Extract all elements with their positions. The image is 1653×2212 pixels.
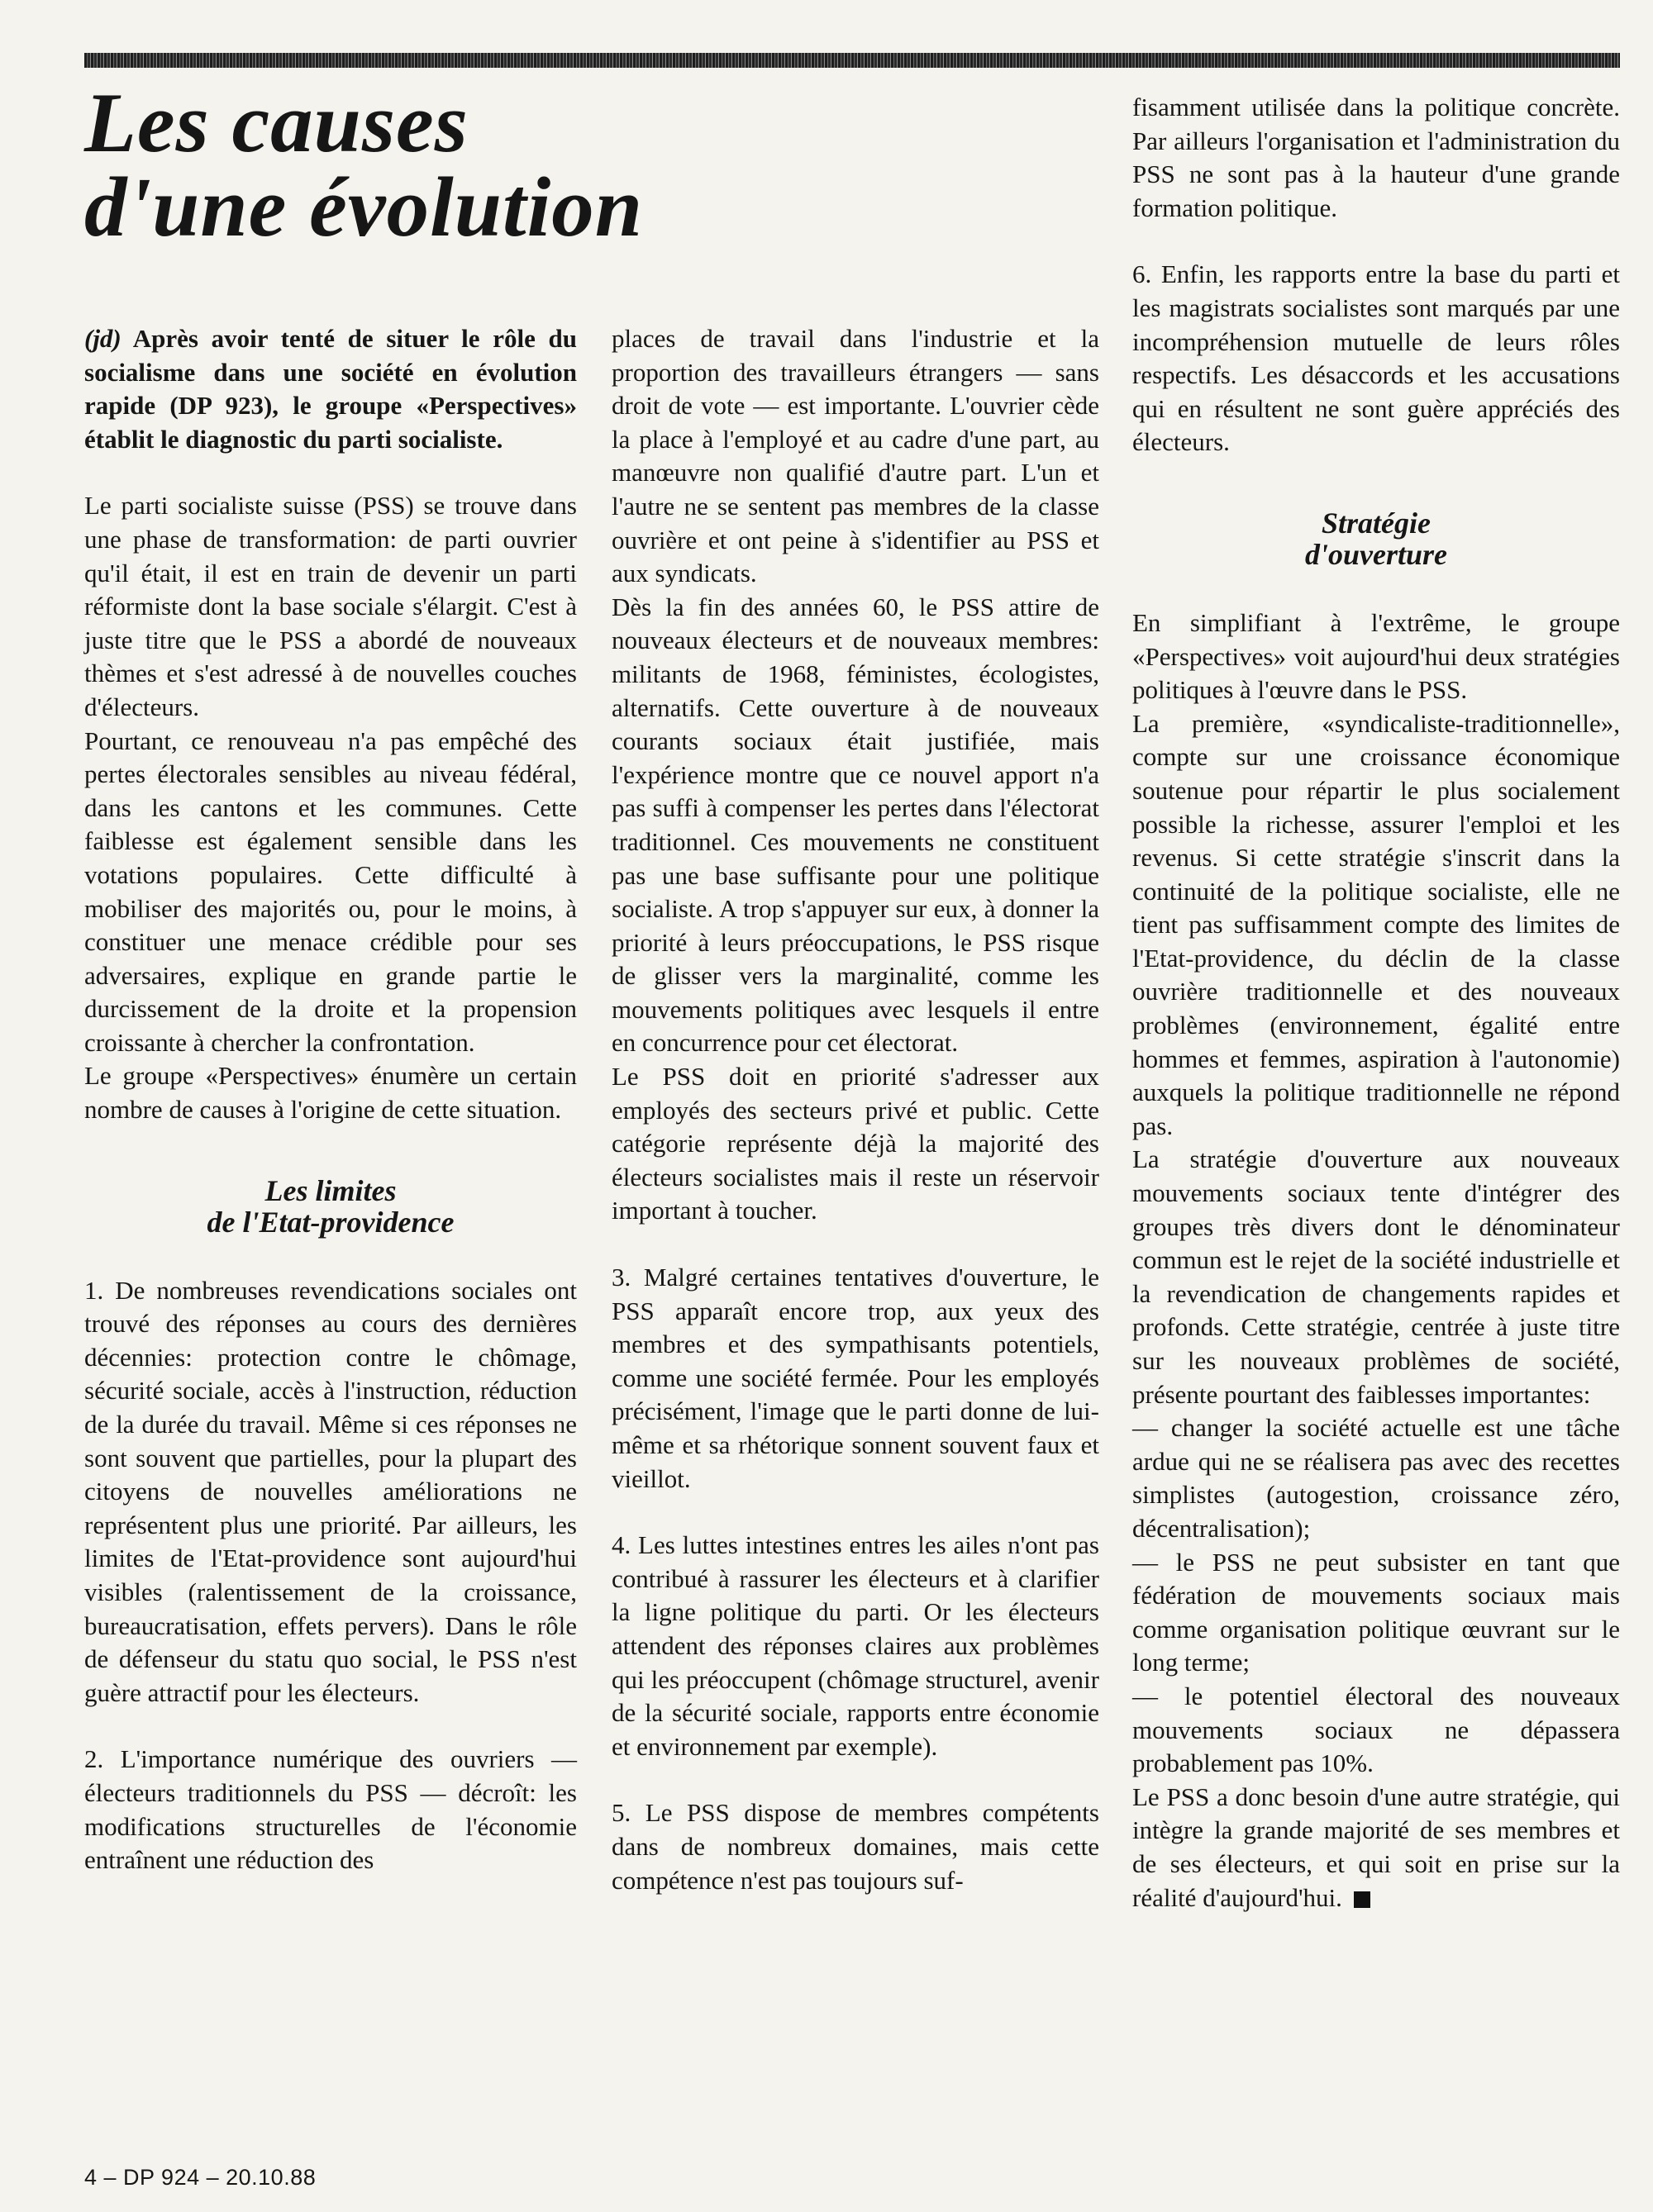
dash-item: — changer la société actuelle est une tâche ardue qui ne se réalisera pas avec des recettes simplistes (autogestion, croissance zéro, décentralisation); xyxy=(1132,1413,1620,1543)
body-paragraph: Le PSS doit en priorité s'adresser aux employés des secteurs privé et public. Cette catégorie représente déjà la majorité des électeurs socialistes mais il reste un réservoir important à toucher. xyxy=(612,1062,1099,1225)
lead-paragraph xyxy=(84,322,577,456)
dash-item: — le potentiel électoral des nouveaux mouvements sociaux ne dépassera probablement pas 10%. xyxy=(1132,1681,1620,1778)
column-2 xyxy=(612,322,1099,1897)
headline-line-2: d'une évolution xyxy=(84,160,644,254)
subheading-line: Les limites xyxy=(264,1173,397,1207)
list-item-6: 6. Enfin, les rapports entre la base du parti et les magistrats socialistes sont marqués par une incompréhension mutuelle de leurs rôles respectifs. Les désaccords et les accusations qui en résultent ne sont guère appréciés des électeurs. xyxy=(1132,259,1620,457)
closing-text: Le PSS a donc besoin d'une autre stratégie, qui intègre la grande majorité de ses membres et de ses électeurs, et qui soit en prise sur la réalité d'aujourd'hui. xyxy=(1132,1781,1620,1912)
body-paragraph: Le groupe «Perspectives» énumère un certain nombre de causes à l'origine de cette situation. xyxy=(84,1061,577,1125)
list-item-2: 2. L'importance numérique des ouvriers — électeurs traditionnels du PSS — décroît: les modifications structurelles de l'économie entraînent une réduction des xyxy=(84,1744,577,1875)
column-1 xyxy=(84,322,577,1877)
list-item-5-continued: fisamment utilisée dans la politique concrète. Par ailleurs l'organisation et l'administration du PSS ne sont pas à la hauteur d'une grande formation politique. xyxy=(1132,93,1620,222)
list-item-1: 1. De nombreuses revendications sociales ont trouvé des réponses au cours des dernières décennies: protection contre le chômage, sécurité sociale, accès à l'instruction, réduction de la durée du travail. Même si ces réponses ne sont souvent que partielles, pour la plupart des citoyens de nouvelles améliorations ne représentent plus une priorité. Par ailleurs, les limites de l'Etat-providence sont aujourd'hui visibles (ralentissement de la croissance, bureaucratisation, effets pervers). Dans le rôle de défenseur du statu quo social, le PSS n'est guère attractif pour les électeurs. xyxy=(84,1275,577,1707)
list-item-5: 5. Le PSS dispose de membres compétents dans de nombreux domaines, mais cette compétence n'est pas toujours suf- xyxy=(612,1798,1099,1895)
subheading-line: d'ouverture xyxy=(1304,537,1447,571)
body-paragraph: La stratégie d'ouverture aux nouveaux mouvements sociaux tente d'intégrer des groupes très divers dont le dénominateur commun est le rejet de la société industrielle et la revendication de changements rapides et profonds. Cette stratégie, centrée à juste titre sur les nouveaux problèmes de société, présente pourtant des faiblesses importantes: xyxy=(1132,1144,1620,1409)
author-initials: (jd) xyxy=(84,324,121,353)
subheading-limites xyxy=(84,1175,577,1238)
body-paragraph: En simplifiant à l'extrême, le groupe «Perspectives» voit aujourd'hui deux stratégies politiques à l'œuvre dans le PSS. xyxy=(1132,607,1620,705)
lead-text: Après avoir tenté de situer le rôle du socialisme dans une société en évolution rapide (DP 923), le groupe «Perspectives» établit le diagnostic du parti socialiste. xyxy=(84,324,577,454)
page-footer: 4 – DP 924 – 20.10.88 xyxy=(84,2165,317,2190)
subheading-line: Stratégie xyxy=(1322,506,1431,540)
top-rule xyxy=(84,53,1620,68)
list-item-3: 3. Malgré certaines tentatives d'ouverture, le PSS apparaît encore trop, aux yeux des membres et des sympathisants potentiels, comme une société fermée. Pour les employés précisément, l'image que le parti donne de lui-même et sa rhétorique sonnent souvent faux et vieillot. xyxy=(612,1263,1099,1493)
column-3 xyxy=(1132,91,1620,1915)
end-mark-icon xyxy=(1354,1891,1370,1908)
dash-item: — le PSS ne peut subsister en tant que fédération de mouvements sociaux mais comme organisation politique œuvrant sur le long terme; xyxy=(1132,1547,1620,1677)
subheading-strategie xyxy=(1132,507,1620,570)
closing-paragraph xyxy=(1132,1781,1620,1915)
list-item-2-continued: places de travail dans l'industrie et la proportion des travailleurs étrangers — sans droit de vote — est importante. L'ouvrier cède la place à l'employé et au cadre d'une part, au manœuvre non qualifié d'autre part. L'un et l'autre ne se sentent pas membres de la classe ouvrière et ont peine à s'identifier au PSS et aux syndicats. xyxy=(612,324,1099,588)
headline xyxy=(84,76,1101,254)
subheading-line: de l'Etat-providence xyxy=(207,1205,455,1239)
body-paragraph: Dès la fin des années 60, le PSS attire de nouveaux électeurs et de nouveaux membres: militants de 1968, féministes, écologistes, alternatifs. Cette ouverture à de nouveaux courants sociaux était justifiée, mais l'expérience montre que ce nouvel apport n'a pas suffi à compenser les pertes dans l'électorat traditionnel. Ces mouvements ne constituent pas une base suffisante pour une politique socialiste. A trop s'appuyer sur eux, à donner la priorité à leurs préoccupations, le PSS risque de glisser vers la marginalité, comme les mouvements politiques avec lesquels il entre en concurrence pour cet électorat. xyxy=(612,592,1099,1058)
headline-line-1: Les causes xyxy=(84,76,469,170)
body-paragraph: Le parti socialiste suisse (PSS) se trouve dans une phase de transformation: de parti ouvrier qu'il était, il est en train de devenir un parti réformiste dont la base sociale s'élargit. C'est à juste titre que le PSS a abordé de nouveaux thèmes et s'est adressé à de nouvelles couches d'électeurs. xyxy=(84,491,577,721)
body-paragraph: La première, «syndicaliste-traditionnelle», compte sur une croissance économique soutenue pour répartir le plus socialement possible la richesse, assurer l'emploi et les revenus. Si cette stratégie s'inscrit dans la continuité de la politique socialiste, elle ne tient pas suffisamment compte des limites de l'Etat-providence, du déclin de la classe ouvrière traditionnelle et des nouveaux problèmes (environnement, égalité entre hommes et femmes, aspiration à l'autonomie) auxquels la politique traditionnelle ne répond pas. xyxy=(1132,708,1620,1140)
body-paragraph: Pourtant, ce renouveau n'a pas empêché des pertes électorales sensibles au niveau fédéral, dans les cantons et les communes. Cette faiblesse est également sensible dans les votations populaires. Cette difficulté à mobiliser des majorités ou, pour le moins, à constituer une menace crédible pour ses adversaires, explique en grande partie le durcissement de la droite et la propension croissante à chercher la confrontation. xyxy=(84,725,577,1057)
list-item-4: 4. Les luttes intestines entres les ailes n'ont pas contribué à rassurer les électeurs et à clarifier la ligne politique du parti. Or les électeurs attendent des réponses claires aux problèmes qui les préoccupent (chômage structurel, avenir de la sécurité sociale, rapports entre économie et environnement par exemple). xyxy=(612,1530,1099,1761)
